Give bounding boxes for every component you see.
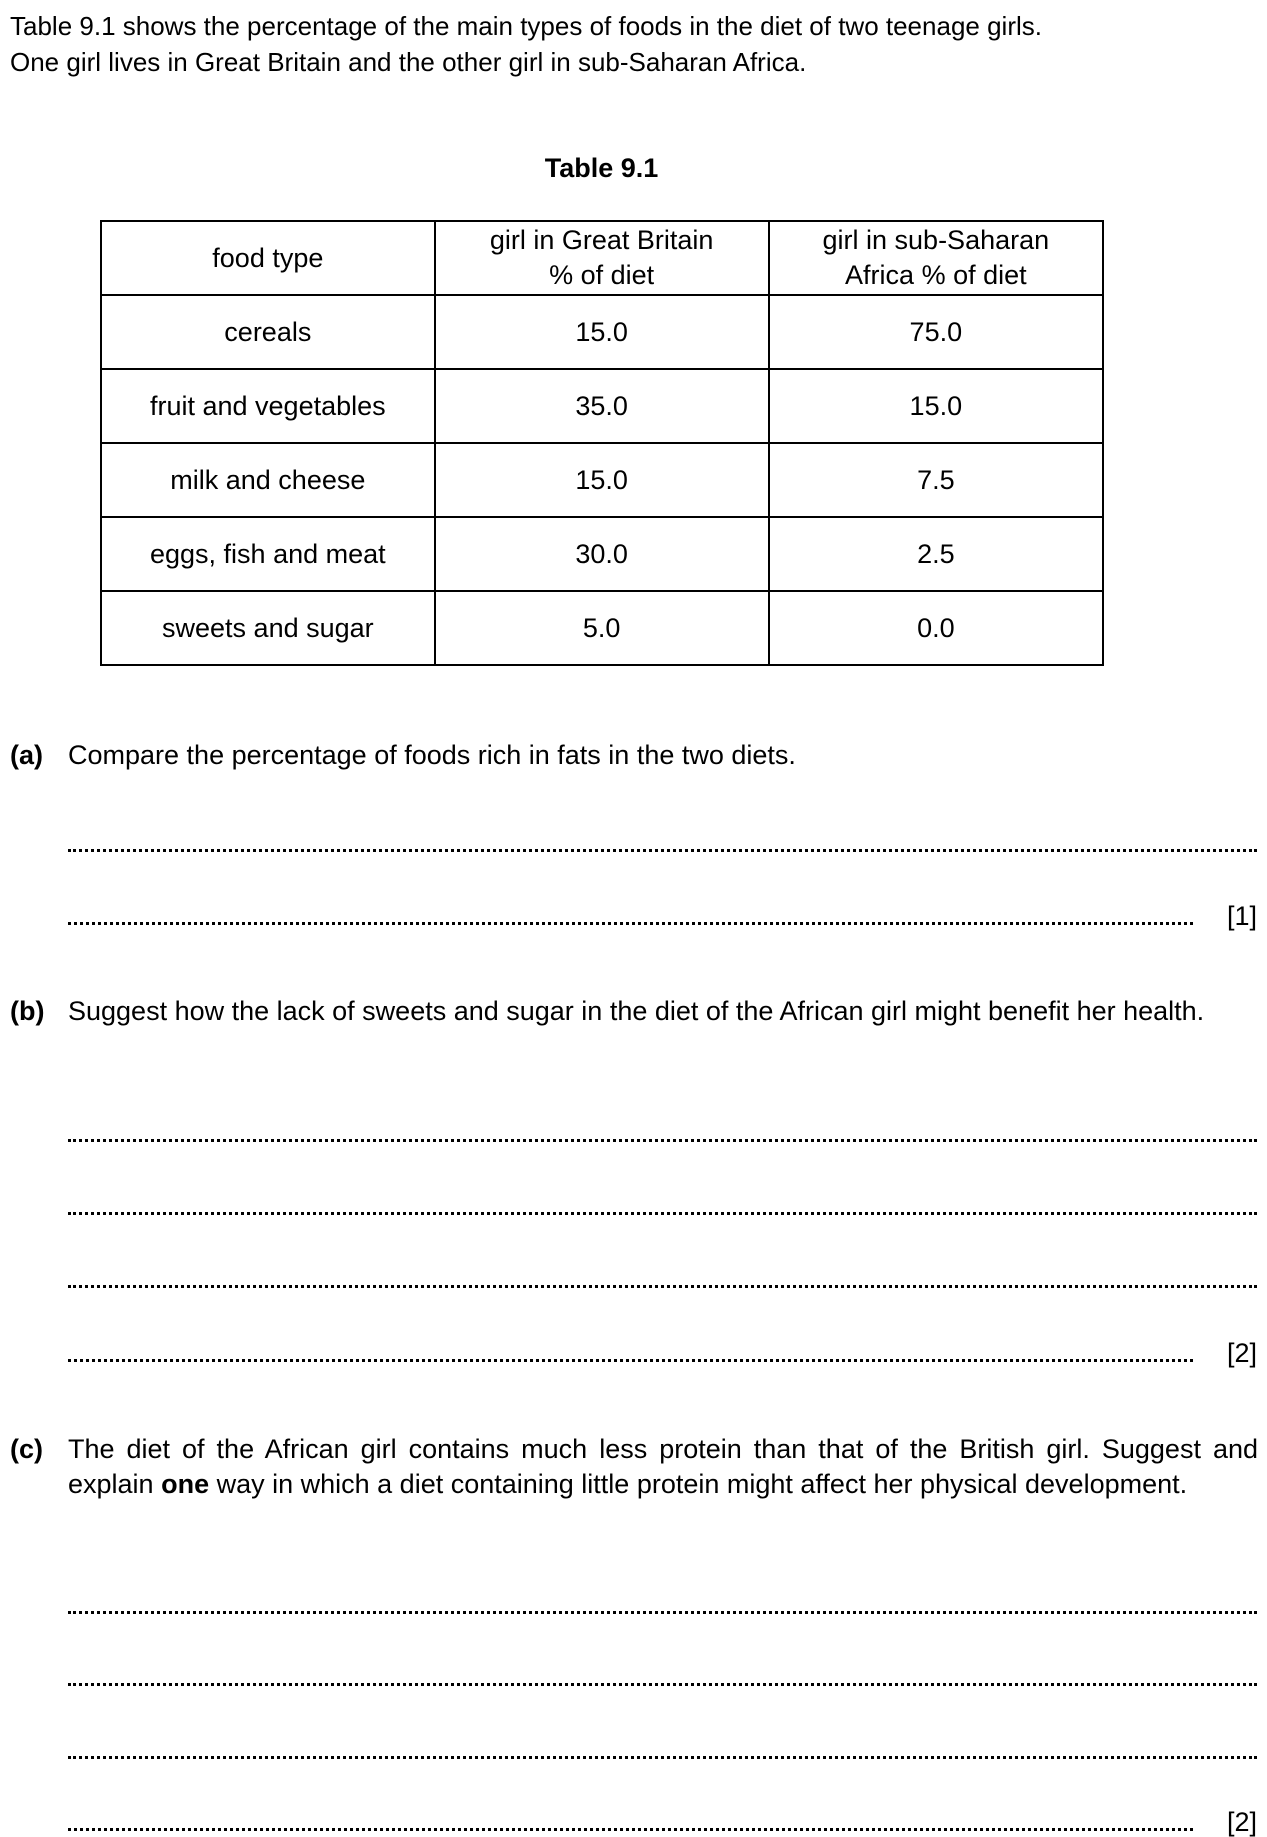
answer-line-b-2[interactable] bbox=[68, 1185, 1257, 1215]
question-c bbox=[10, 1432, 1258, 1502]
marks-b: [2] bbox=[1226, 1338, 1257, 1368]
question-b bbox=[10, 994, 1258, 1029]
diet-table bbox=[100, 220, 1104, 666]
header-food-type: food type bbox=[101, 221, 435, 295]
header-gb-line-2: % of diet bbox=[549, 260, 655, 290]
answer-line-c-1[interactable] bbox=[68, 1584, 1257, 1614]
answer-line-a-2[interactable] bbox=[68, 895, 1257, 931]
header-af-line-2: Africa % of diet bbox=[845, 260, 1027, 290]
cell-africa: 2.5 bbox=[769, 517, 1103, 591]
table-row bbox=[101, 369, 1103, 443]
question-c-text bbox=[68, 1432, 1258, 1502]
header-gb-line-1: girl in Great Britain bbox=[489, 225, 714, 255]
intro-text bbox=[10, 8, 1258, 80]
cell-gb: 15.0 bbox=[435, 443, 769, 517]
answer-line-b-3[interactable] bbox=[68, 1258, 1257, 1288]
answer-line-b-4[interactable] bbox=[68, 1332, 1257, 1368]
cell-food: milk and cheese bbox=[101, 443, 435, 517]
question-a-label: (a) bbox=[10, 740, 43, 770]
answer-line-b-1[interactable] bbox=[68, 1112, 1257, 1142]
table-row bbox=[101, 517, 1103, 591]
table-row bbox=[101, 295, 1103, 369]
question-c-emphasis: one bbox=[161, 1469, 210, 1499]
answer-line-c-2[interactable] bbox=[68, 1656, 1257, 1686]
header-sub-saharan-africa bbox=[769, 221, 1103, 295]
header-af-line-1: girl in sub-Saharan bbox=[822, 225, 1050, 255]
table-title: Table 9.1 bbox=[544, 153, 659, 183]
question-b-text: Suggest how the lack of sweets and sugar in the diet of the African girl might benefit her health. bbox=[68, 996, 1205, 1026]
cell-food: sweets and sugar bbox=[101, 591, 435, 665]
cell-gb: 5.0 bbox=[435, 591, 769, 665]
cell-africa: 0.0 bbox=[769, 591, 1103, 665]
cell-africa: 7.5 bbox=[769, 443, 1103, 517]
intro-line-1: Table 9.1 shows the percentage of the main types of foods in the diet of two teenage girls. bbox=[10, 11, 1042, 41]
question-c-text-part-1: The diet of the African girl contains much less protein than that of the British girl. Suggest and explain bbox=[68, 1434, 1258, 1499]
cell-food: eggs, fish and meat bbox=[101, 517, 435, 591]
cell-africa: 15.0 bbox=[769, 369, 1103, 443]
question-c-text-part-2: way in which a diet containing little protein might affect her physical development. bbox=[209, 1469, 1188, 1499]
table-header-row bbox=[101, 221, 1103, 295]
cell-food: cereals bbox=[101, 295, 435, 369]
table-row bbox=[101, 591, 1103, 665]
cell-gb: 35.0 bbox=[435, 369, 769, 443]
cell-food: fruit and vegetables bbox=[101, 369, 435, 443]
answer-line-a-1[interactable] bbox=[68, 822, 1257, 852]
answer-line-c-4[interactable] bbox=[68, 1801, 1257, 1837]
marks-c: [2] bbox=[1226, 1807, 1257, 1837]
cell-africa: 75.0 bbox=[769, 295, 1103, 369]
intro-line-2: One girl lives in Great Britain and the other girl in sub-Saharan Africa. bbox=[10, 47, 807, 77]
question-c-label: (c) bbox=[10, 1434, 43, 1464]
answer-line-c-3[interactable] bbox=[68, 1729, 1257, 1759]
question-b-label: (b) bbox=[10, 996, 45, 1026]
question-a-text: Compare the percentage of foods rich in fats in the two diets. bbox=[68, 740, 796, 770]
marks-a: [1] bbox=[1226, 901, 1257, 931]
header-great-britain bbox=[435, 221, 769, 295]
cell-gb: 15.0 bbox=[435, 295, 769, 369]
cell-gb: 30.0 bbox=[435, 517, 769, 591]
question-a bbox=[10, 738, 1258, 773]
table-row bbox=[101, 443, 1103, 517]
